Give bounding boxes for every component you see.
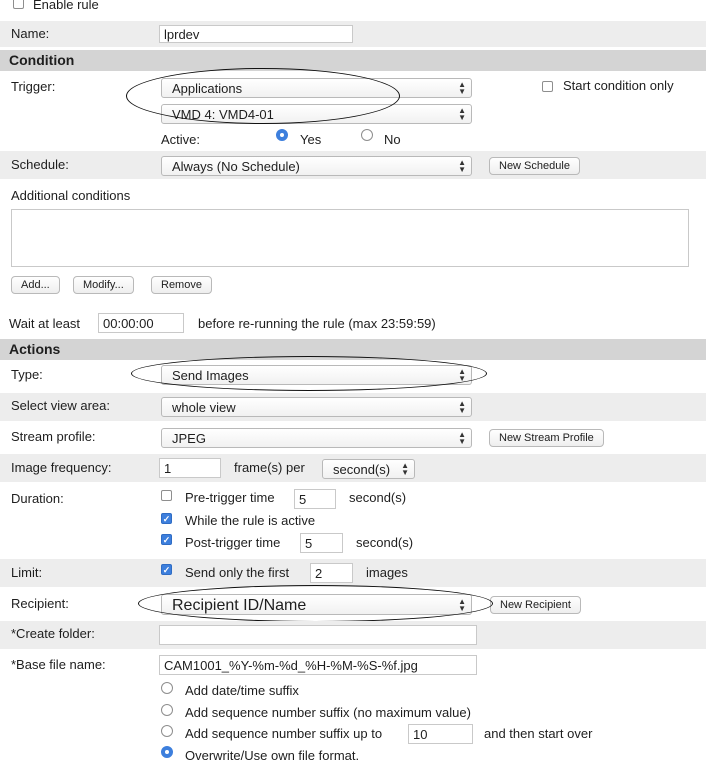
pre-trigger-unit: second(s) — [349, 490, 407, 505]
suffix-radio-overwrite[interactable] — [161, 746, 173, 758]
add-condition-button[interactable]: Add... — [11, 276, 60, 294]
active-label: Active: — [161, 132, 201, 147]
active-no-radio[interactable] — [361, 129, 373, 141]
limit-input[interactable]: 2 — [310, 563, 353, 583]
new-stream-profile-button[interactable]: New Stream Profile — [489, 429, 604, 447]
view-area-select[interactable] — [161, 397, 472, 417]
post-trigger-checkbox[interactable]: ✓ — [162, 535, 171, 545]
additional-conditions-label: Additional conditions — [11, 188, 131, 203]
sequence-max-input[interactable]: 10 — [408, 724, 473, 744]
new-schedule-button[interactable]: New Schedule — [489, 157, 580, 175]
name-label: Name: — [11, 26, 50, 41]
suffix-option-overwrite: Overwrite/Use own file format. — [185, 748, 360, 763]
create-folder-label: *Create folder: — [11, 626, 95, 641]
name-row — [0, 21, 706, 47]
new-recipient-button[interactable]: New Recipient — [490, 596, 581, 614]
pre-trigger-label: Pre-trigger time — [185, 490, 275, 505]
image-frequency-input[interactable]: 1 — [159, 458, 221, 478]
active-no-label: No — [384, 132, 401, 147]
duration-label: Duration: — [11, 491, 64, 506]
while-active-checkbox[interactable]: ✓ — [162, 514, 171, 524]
post-trigger-label: Post-trigger time — [185, 535, 281, 550]
type-select[interactable] — [161, 365, 472, 385]
select-arrows-icon: ▲ ▼ — [458, 430, 466, 446]
type-select-value: Send Images — [172, 368, 249, 383]
suffix-option-sequence-max: Add sequence number suffix up to — [185, 726, 383, 741]
suffix-radio-datetime[interactable] — [161, 682, 173, 694]
trigger-sub-select-value: VMD 4: VMD4-01 — [172, 107, 274, 122]
suffix-option-datetime: Add date/time suffix — [185, 683, 299, 698]
recipient-label: Recipient: — [11, 596, 69, 611]
active-yes-radio[interactable] — [276, 129, 288, 141]
condition-header — [0, 50, 706, 71]
recipient-select[interactable] — [161, 594, 472, 615]
schedule-select-value: Always (No Schedule) — [172, 159, 300, 174]
select-arrows-icon: ▲ ▼ — [458, 367, 466, 383]
trigger-select[interactable] — [161, 78, 472, 98]
select-arrows-icon: ▲ ▼ — [458, 80, 466, 96]
image-frequency-label: Image frequency: — [11, 460, 112, 475]
additional-conditions-list[interactable] — [11, 209, 689, 267]
post-trigger-unit: second(s) — [356, 535, 414, 550]
name-input[interactable]: lprdev — [159, 25, 353, 43]
type-label: Type: — [11, 367, 43, 382]
suffix-radio-sequence-unlimited[interactable] — [161, 704, 173, 716]
sequence-then-label: and then start over — [484, 726, 593, 741]
suffix-option-sequence-unlimited: Add sequence number suffix (no maximum value) — [185, 705, 471, 720]
start-condition-only-checkbox[interactable] — [542, 81, 553, 92]
frequency-unit-select[interactable] — [322, 459, 415, 479]
schedule-select[interactable] — [161, 156, 472, 176]
frequency-unit-select-value: second(s) — [333, 462, 391, 477]
suffix-radio-sequence-max[interactable] — [161, 725, 173, 737]
enable-rule-label: Enable rule — [33, 0, 99, 12]
limit-text: Send only the first — [185, 565, 290, 580]
schedule-label: Schedule: — [11, 157, 69, 172]
wait-input[interactable]: 00:00:00 — [98, 313, 184, 333]
trigger-select-value: Applications — [172, 81, 243, 96]
base-file-name-input[interactable]: CAM1001_%Y-%m-%d_%H-%M-%S-%f.jpg — [159, 655, 477, 675]
trigger-label: Trigger: — [11, 79, 56, 94]
view-area-select-value: whole view — [172, 400, 236, 415]
select-arrows-icon: ▲ ▼ — [458, 597, 466, 613]
remove-condition-button[interactable]: Remove — [151, 276, 212, 294]
pre-trigger-checkbox[interactable] — [161, 490, 172, 501]
stream-profile-select-value: JPEG — [172, 431, 206, 446]
enable-rule-checkbox[interactable] — [13, 0, 24, 9]
limit-unit: images — [366, 565, 408, 580]
actions-header — [0, 339, 706, 360]
trigger-sub-select[interactable] — [161, 104, 472, 124]
wait-label: Wait at least — [9, 316, 81, 331]
wait-suffix-label: before re-running the rule (max 23:59:59) — [198, 316, 436, 331]
pre-trigger-input[interactable]: 5 — [294, 489, 336, 509]
limit-row — [0, 559, 706, 587]
limit-checkbox[interactable]: ✓ — [162, 565, 171, 575]
frames-per-label: frame(s) per — [234, 460, 305, 475]
base-file-name-label: *Base file name: — [11, 657, 106, 672]
actions-header-title: Actions — [9, 341, 61, 357]
limit-label: Limit: — [11, 565, 43, 580]
modify-condition-button[interactable]: Modify... — [73, 276, 134, 294]
stream-profile-select[interactable] — [161, 428, 472, 448]
start-condition-only-label: Start condition only — [563, 78, 674, 93]
recipient-select-value: Recipient ID/Name — [172, 597, 307, 614]
select-arrows-icon: ▲ ▼ — [401, 461, 409, 477]
active-yes-label: Yes — [300, 132, 322, 147]
while-active-label: While the rule is active — [185, 513, 316, 528]
post-trigger-input[interactable]: 5 — [300, 533, 343, 553]
create-folder-input[interactable] — [159, 625, 477, 645]
condition-header-title: Condition — [9, 52, 75, 68]
view-area-label: Select view area: — [11, 398, 110, 413]
select-arrows-icon: ▲ ▼ — [458, 106, 466, 122]
select-arrows-icon: ▲ ▼ — [458, 399, 466, 415]
stream-profile-label: Stream profile: — [11, 429, 96, 444]
select-arrows-icon: ▲ ▼ — [458, 158, 466, 174]
